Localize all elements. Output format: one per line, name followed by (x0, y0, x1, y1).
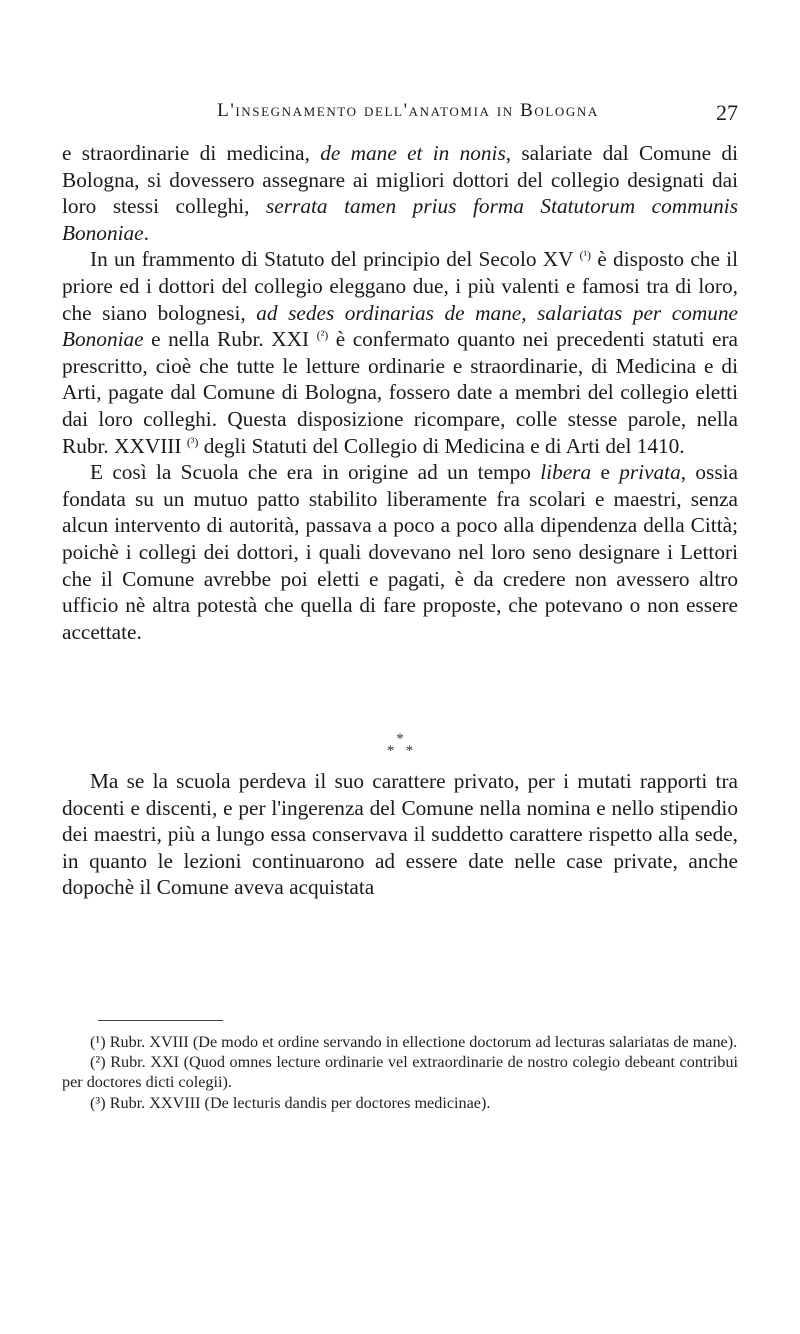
latin-phrase: de mane et in nonis (320, 141, 506, 165)
footnotes (62, 1032, 738, 1113)
footnote-divider (98, 1020, 223, 1021)
text-span: e (591, 460, 620, 485)
text-span: E così la Scuola che era in origine ad un tempo (90, 460, 541, 485)
italic-word: libera (540, 460, 592, 485)
text-span: è disposto che il priore ed i dottori del collegio eleggano due, i più valenti e famosi tra di loro, che siano bolognesi, (62, 247, 739, 325)
footnote-text: Rubr. XXI (Quod omnes lecture ordinarie vel extraordinarie de nostro colegio debeant contribui per doctores dicti colegii). (62, 1053, 738, 1092)
text-span: è confermato quanto nei precedenti statuti era prescritto, cioè che tutte le letture ordinarie e straordinarie, di Medicina e di Arti, pagate dal Comune di Bologna, fossero date a membri del collegio eletti dai loro colleghi. Questa disposizione ricompare, colle stesse parole, nella Rubr. XXVIII (62, 327, 738, 458)
paragraph-2 (62, 246, 738, 459)
italic-word: privata (619, 460, 681, 485)
footnote-ref-3: (³) (186, 434, 199, 449)
footnote-1 (62, 1032, 738, 1052)
page-header (0, 100, 800, 130)
text-span: In un frammento di Statuto del principio del Secolo XV (90, 247, 580, 272)
footnote-ref-1: (¹) (579, 248, 592, 263)
text-span: e nella Rubr. XXI (143, 327, 317, 352)
text-span: degli Statuti del Collegio di Medicina e di Arti del 1410. (198, 433, 685, 458)
latin-phrase: ad sedes ordinarias de mane, salariatas per comune Bononiae (62, 300, 738, 352)
footnote-ref-2: (²) (316, 328, 329, 343)
text-span: , ossia fondata su un mutuo patto stabilito liberamente fra scolari e maestri, senza alcun intervento di autorità, passava a poco a poco alla dipendenza della Città; poichè i collegi dei dottori, i quali dovevano nel loro seno designare i Lettori che il Comune avrebbe poi eletti e pagati, è da credere non avessero altro ufficio nè altra potestà che quella di fare proposte, che potevano o non essere accettate. (62, 460, 738, 644)
footnote-text: Rubr. XXVIII (De lecturis dandis per doctores medicinae). (105, 1093, 491, 1112)
paragraph-3 (62, 459, 738, 645)
asterism-bottom: * * (386, 743, 414, 759)
footnote-text: Rubr. XVIII (De modo et ordine servando in ellectione doctorum ad lecturas salariatas de mane). (105, 1033, 738, 1051)
footnote-mark: (³) (90, 1093, 106, 1112)
running-title: L'insegnamento dell'anatomia in Bologna (217, 100, 599, 121)
footnote-2 (62, 1052, 738, 1092)
text-span: , salariate dal Comune di Bologna, si dovessero assegnare ai migliori dottori del collegio designati dai loro stessi colleghi, (62, 141, 738, 219)
footnote-mark: (²) (90, 1053, 106, 1072)
paragraph-4: Ma se la scuola perdeva il suo carattere privato, per i mutati rapporti tra docenti e discenti, e per l'ingerenza del Comune nella nomina e nello stipendio dei maestri, più a lungo essa conservava il suddetto carattere rispetto alla sede, in quanto le lezioni continuarono ad essere date nelle case private, anche dopochè il Comune aveva acquistata (62, 769, 738, 900)
section-asterism (0, 733, 800, 767)
main-text (62, 140, 738, 645)
asterism-top: * (396, 731, 404, 747)
footnote-mark: (¹) (90, 1033, 106, 1051)
paragraph-1 (62, 140, 738, 246)
text-span: . (143, 220, 149, 245)
latin-phrase: serrata tamen prius forma Statutorum communis Bononiae (62, 194, 738, 245)
page-number: 27 (716, 100, 738, 125)
footnote-3 (62, 1093, 738, 1113)
text-span: e straordinarie di medicina, (62, 141, 321, 165)
main-text-continued (62, 768, 738, 901)
